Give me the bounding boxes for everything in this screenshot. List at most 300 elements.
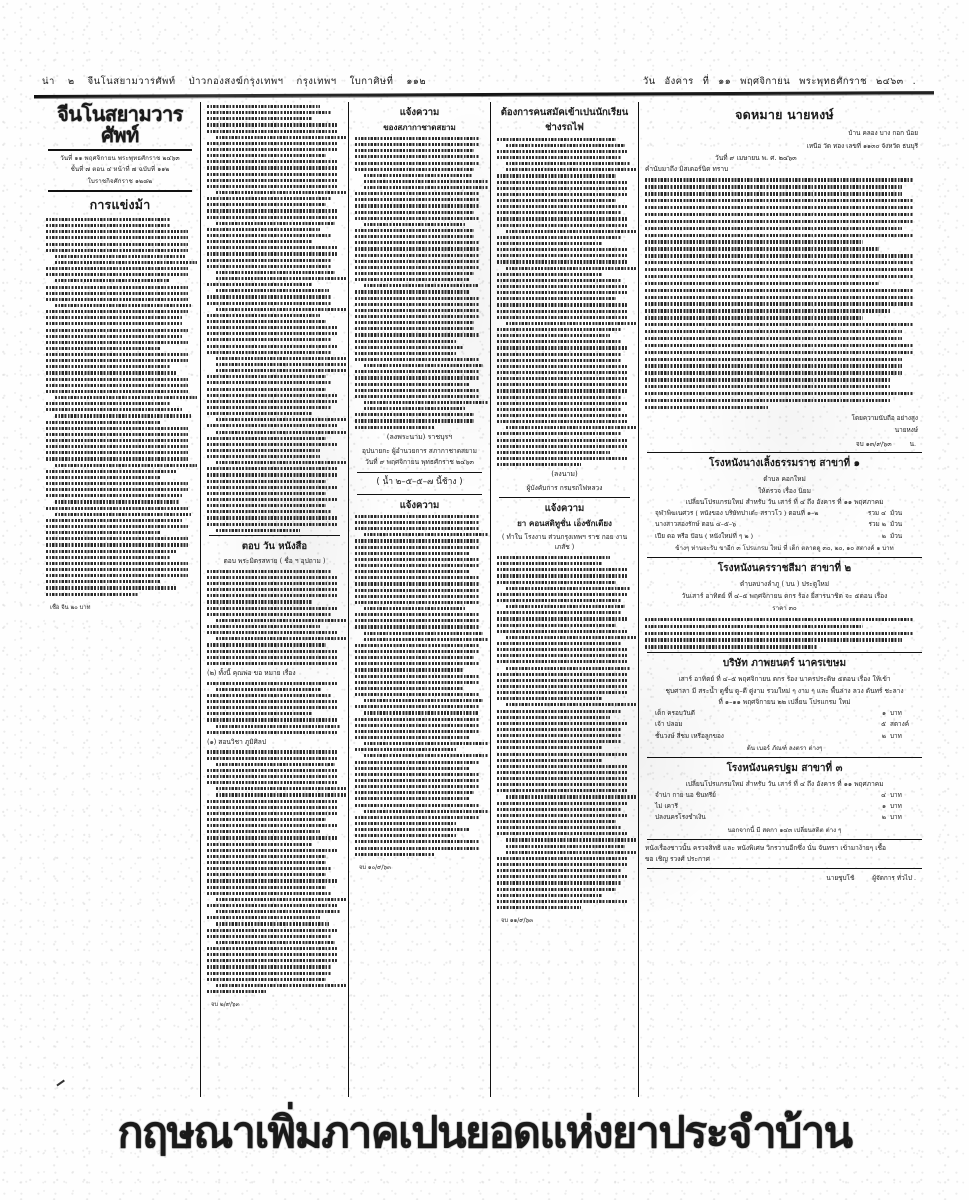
text-line: [497, 875, 627, 878]
text-line: [207, 516, 337, 519]
ad-listing-row: [645, 813, 924, 823]
text-line: [207, 105, 320, 108]
text-line: [355, 718, 479, 721]
text-line: [207, 712, 312, 715]
advertisement-block[interactable]: [645, 762, 924, 836]
text-line: [355, 539, 479, 542]
text-line: [645, 625, 863, 628]
text-line: [216, 191, 346, 194]
ad-item-name: เด็ก ครอบวันดี: [655, 709, 695, 718]
text-line: [207, 916, 320, 919]
text-line: [497, 679, 627, 682]
column-3-box-note: ( น้ำ ๒–๕–๕–๗ นี้ช้าง ): [376, 476, 463, 487]
text-line: [207, 843, 312, 846]
text-line: [216, 787, 346, 790]
text-line: [216, 793, 346, 796]
text-line: [497, 353, 621, 356]
ad-listing-row: [645, 520, 924, 530]
text-line: [645, 316, 863, 319]
text-line: [207, 935, 331, 938]
column-2-item-1: (๒) ทั้งนี้ คุณพ่อ ขอ หมาย เรื่อง: [207, 669, 296, 678]
text-line: [497, 377, 627, 380]
ad-item-quantity: ๒: [881, 813, 886, 822]
text-line: [506, 636, 636, 639]
text-line: [497, 346, 627, 349]
text-line: [364, 699, 483, 702]
text-line: [506, 851, 636, 854]
text-line: [497, 328, 621, 331]
text-line: [355, 340, 456, 343]
text-line: [216, 984, 346, 987]
column-2-foot-note: จบ ๒/๙/๖๓: [211, 1002, 240, 1009]
ad-title: โรงหนังนางเลิ้งธรรมราช สาขาที่ ๑: [709, 458, 860, 470]
text-line: [46, 335, 182, 338]
text-line: [364, 180, 488, 183]
text-line: [355, 352, 456, 355]
advertisement-block[interactable]: [645, 657, 924, 758]
text-line: [506, 838, 636, 841]
text-line: [645, 178, 913, 181]
text-line: [207, 381, 331, 384]
text-line: [207, 314, 320, 317]
text-line: [497, 894, 602, 897]
text-line: [207, 209, 337, 212]
column-2-item-2: (๑) สอนวิชา ภูมิศิลป: [207, 737, 266, 746]
text-line: [364, 607, 465, 610]
text-line: [46, 353, 188, 356]
masthead-rule-bottom: [48, 190, 192, 192]
text-line: [645, 323, 913, 326]
text-line: [207, 259, 331, 262]
text-line: [497, 285, 627, 288]
text-line: [46, 243, 188, 246]
ad-title: โรงหนังนครราชสีมา สาขาที่ ๒: [717, 563, 852, 575]
text-line: [497, 193, 627, 196]
text-line: [506, 426, 636, 429]
ad-subline-1: เปลี่ยนโปรแกรมใหม่ สำหรับ วัน เสาร์ ที่ ๔ ถึง อังคาร ที่ ๑๑ พฤศภาคม: [685, 780, 884, 789]
text-line: [497, 624, 616, 627]
text-line: [207, 867, 331, 870]
text-line: [364, 284, 478, 287]
text-line: [207, 203, 326, 206]
text-line: [355, 546, 479, 549]
text-line: [364, 401, 488, 404]
text-line: [207, 498, 337, 501]
text-line: [207, 972, 331, 975]
text-line: [355, 619, 479, 622]
text-line: [46, 568, 188, 571]
text-line: [55, 255, 185, 258]
text-line: [207, 861, 326, 864]
text-line: [645, 282, 879, 285]
text-line: [497, 832, 627, 835]
text-line: [497, 291, 627, 294]
text-line: [355, 668, 463, 671]
text-line: [355, 192, 479, 195]
text-line: [645, 632, 913, 635]
text-line: [207, 283, 312, 286]
text-line: [46, 390, 188, 393]
text-line: [207, 523, 337, 526]
text-line: [497, 900, 627, 903]
text-line: [497, 759, 602, 762]
text-line: [506, 267, 636, 270]
text-line: [355, 290, 469, 293]
text-line: [46, 433, 188, 436]
text-line: [497, 888, 616, 891]
text-line: [46, 371, 176, 374]
text-line: [497, 863, 627, 866]
text-line: [46, 298, 188, 301]
text-line: [46, 439, 188, 442]
text-line: [207, 662, 337, 665]
text-line: [355, 779, 479, 782]
text-line: [216, 688, 321, 691]
text-line: [207, 824, 337, 827]
text-line: [645, 406, 768, 409]
ad-item-unit: ม้วน: [890, 520, 903, 529]
advertisement-block[interactable]: [645, 562, 924, 653]
text-line: [497, 451, 610, 454]
ad-item-unit: บาท: [890, 791, 902, 800]
text-line: [355, 840, 479, 843]
column-4: [490, 102, 638, 1097]
text-line: [645, 227, 902, 230]
text-line: [497, 617, 627, 620]
column-5-rule-final: [647, 868, 922, 869]
text-line: [207, 582, 337, 585]
text-line: [355, 748, 456, 751]
text-line: [216, 637, 346, 640]
text-line: [207, 130, 337, 133]
text-line: [207, 953, 337, 956]
text-line: [355, 816, 479, 819]
text-line: [216, 461, 346, 464]
advertisement-stack: [645, 457, 924, 836]
text-line: [46, 286, 188, 289]
text-line: [46, 322, 182, 325]
column-3-foot-note: จบ ๑๐/๙/๖๓: [359, 864, 391, 871]
text-line: [355, 828, 469, 831]
text-line: [497, 716, 610, 719]
text-line: [497, 396, 621, 399]
text-line: [216, 357, 346, 360]
text-line: [506, 322, 636, 325]
text-line: [497, 581, 616, 584]
text-line: [645, 337, 902, 340]
text-line: [355, 254, 479, 257]
text-line: [46, 347, 161, 350]
ad-listing-row: [645, 709, 924, 719]
redcross-sign-role: อุปนายกะ ผู้อำนวยการ สภากาชาดสยาม: [362, 446, 477, 455]
text-line: [207, 570, 331, 573]
text-line: [364, 223, 465, 226]
text-line: [46, 421, 161, 424]
ad-item-unit: บาท: [890, 813, 902, 822]
text-line: [497, 260, 627, 263]
text-line: [46, 451, 188, 454]
text-line: [355, 143, 479, 146]
text-line: [355, 266, 479, 269]
text-line: [207, 965, 331, 968]
text-line: [207, 504, 326, 507]
ad-head-medicine: ยา คอนสติทูชั่น เอ็งซักเตียง: [517, 519, 612, 529]
text-line: [207, 879, 337, 882]
text-line: [207, 173, 337, 176]
text-line: [46, 292, 188, 295]
text-line: [207, 594, 337, 597]
text-line: [46, 488, 188, 491]
text-line: [645, 199, 913, 202]
column-4-body-top: [497, 138, 632, 467]
text-line: [497, 414, 627, 417]
text-line: [497, 365, 627, 368]
text-line: [46, 531, 161, 534]
text-line: [355, 797, 469, 800]
text-line: [207, 873, 326, 876]
text-line: [506, 230, 636, 233]
letter-foot-signature: [645, 439, 924, 449]
text-line: [497, 279, 621, 282]
ad-subline-3: วันเสาร์ อาทิตย์ ที่ ๔–๕ พฤศจิกายน ตกร ร้อง ยี่สารนาชิต จะ ๕ตอน เรื่อง: [681, 591, 888, 600]
text-line: [207, 886, 326, 889]
text-line: [364, 632, 483, 635]
ad-item-name: จำน่า กาย นอ ชินทรีย์: [655, 791, 716, 800]
text-line: [216, 418, 346, 421]
text-line: [355, 278, 469, 281]
text-line: [497, 236, 621, 239]
railway-school-head: ต้องการคนสมัคเข้าเปนนักเรียน: [500, 107, 629, 118]
page-number-label: น่า: [42, 76, 55, 87]
text-line: [207, 302, 331, 305]
ad-listing-row: [645, 532, 924, 542]
text-line: [355, 309, 479, 312]
text-line: [645, 220, 913, 223]
text-line: [46, 574, 188, 577]
text-line: [645, 638, 902, 641]
column-2-footer: [207, 999, 342, 1009]
text-line: [497, 710, 621, 713]
railway-signature-word: (ลงนาม): [551, 470, 578, 479]
text-line: [216, 277, 346, 280]
text-line: [497, 734, 621, 737]
text-line: [497, 574, 627, 577]
ad-subline-3: เปลี่ยนโปรแกรมใหม่ สำหรับ วัน เสาร์ ที่ ๔ ถึง อังคาร ที่ ๑๑ พฤศภาคม: [685, 498, 884, 507]
text-line: [207, 160, 337, 163]
text-line: [497, 697, 602, 700]
date-ordinal-word: ที่: [702, 76, 710, 87]
text-line: [216, 271, 335, 274]
text-line: [506, 703, 636, 706]
text-line: [497, 611, 621, 614]
text-line: [497, 820, 616, 823]
text-line: [46, 273, 188, 276]
ad-divider: [647, 557, 922, 558]
text-line: [497, 906, 581, 909]
text-line: [46, 562, 188, 565]
column-4-footer: [497, 915, 632, 925]
text-line: [207, 467, 337, 470]
text-line: [207, 338, 331, 341]
letter-head-nai-hong: จดหมาย นายหงษ์: [735, 107, 834, 122]
letter-date: วันที่ ๙ เมษายน พ. ศ. ๒๔๖๓: [715, 153, 797, 162]
ad-subline-1: ตำบล คอกใหม่: [763, 475, 806, 484]
text-line: [207, 812, 337, 815]
text-line: [645, 254, 913, 257]
text-line: [497, 463, 581, 466]
text-line: [46, 218, 170, 221]
paper-tagline-runhead: ป่าวกองสงฆ์กรุงเทพฯ: [188, 76, 284, 87]
text-line: [207, 694, 331, 697]
text-line: [207, 800, 337, 803]
text-line: [497, 359, 621, 362]
text-line: [207, 375, 326, 378]
date-era-label: พระพุทธศักราช: [799, 76, 867, 87]
ad-listing-row: [645, 802, 924, 812]
text-line: [355, 247, 479, 250]
text-line: [497, 593, 627, 596]
text-line: [55, 414, 191, 417]
text-line: [216, 619, 346, 622]
text-line: [207, 228, 320, 231]
text-line: [355, 515, 479, 518]
masthead-subline-1: วันที่ ๑๑ พฤศจิกายน พระพุทธศักราช ๒๔๖๓: [60, 154, 180, 162]
ad-subline-2: ให้ตรวจ เรื่อง นิยม: [758, 486, 811, 495]
text-line: [645, 261, 913, 264]
text-line: [46, 593, 138, 596]
text-line: [207, 613, 331, 616]
text-line: [355, 241, 479, 244]
column-2-subline: ตอบ พระมิตรสหาย ( ชื่อ ฯ อุปถาม ): [223, 557, 326, 566]
ad-item-quantity: ๑: [881, 802, 886, 811]
text-line: [364, 742, 488, 745]
text-line: [207, 818, 326, 821]
text-line: [46, 249, 188, 252]
text-line: [216, 910, 340, 913]
text-line: [207, 179, 337, 182]
letter-closing: โดยความนับถือ อย่างสูง: [851, 413, 918, 422]
text-line: [645, 378, 891, 381]
text-line: [46, 550, 176, 553]
text-line: [645, 399, 891, 402]
masthead-subline-2: ชั้นที่ ๗ ตอน ๔ หน้าที่ ๗ ฉบับที่ ๑๑๒: [70, 166, 170, 174]
text-line: [207, 185, 337, 188]
text-line: [355, 730, 479, 733]
date-month: พฤศจิกายน: [740, 76, 791, 87]
text-line: [645, 247, 879, 250]
text-line: [355, 155, 479, 158]
text-line: [645, 206, 913, 209]
text-line: [55, 464, 197, 467]
ad-sub-medicine: ( ทำใน โรงงาน ส่วนกรุงเทพฯ ราช กอย งานเภสัช ): [501, 532, 628, 552]
text-line: [497, 439, 627, 442]
column-3-body-top: [355, 137, 484, 429]
text-line: [497, 673, 627, 676]
text-line: [497, 242, 602, 245]
text-line: [207, 978, 326, 981]
column-1: [40, 102, 200, 1097]
column-3-body-bottom: [355, 515, 484, 856]
text-line: [207, 406, 331, 409]
text-line: [355, 211, 474, 214]
text-line: [207, 892, 331, 895]
text-line: [46, 329, 188, 332]
column-4-divider: [499, 497, 630, 498]
text-line: [207, 486, 337, 489]
ad-title: บริษัท ภาพยนตร์ นาครเขษม: [722, 658, 847, 670]
text-line: [216, 725, 340, 728]
issue-number: ๑๑๒: [406, 76, 427, 87]
text-line: [355, 558, 479, 561]
ad-item-unit: บาท: [890, 731, 902, 740]
text-line: [364, 186, 488, 189]
advertisement-block[interactable]: [645, 457, 924, 558]
text-line: [55, 396, 197, 399]
text-line: [506, 845, 625, 848]
text-line: [364, 533, 488, 536]
text-line: [497, 205, 627, 208]
text-line: [46, 476, 161, 479]
text-line: [497, 869, 621, 872]
text-line: [355, 601, 479, 604]
text-line: [497, 599, 621, 602]
text-line: [207, 990, 266, 993]
ad-divider: [647, 652, 922, 653]
text-line: [355, 847, 479, 850]
text-line: [497, 722, 627, 725]
ad-item-unit: บาท: [890, 802, 902, 811]
letter-signer: นายหงษ์: [894, 425, 918, 434]
text-line: [207, 246, 337, 249]
redcross-signature: (ลงพระนาม) ราชบุรฯ: [386, 432, 453, 441]
text-line: [207, 836, 337, 839]
text-line: [355, 853, 435, 856]
text-line: [207, 326, 337, 329]
text-line: [207, 265, 331, 268]
text-line: [46, 470, 176, 473]
text-line: [46, 341, 188, 344]
text-line: [207, 216, 337, 219]
text-line: [355, 204, 479, 207]
publisher-role: ผู้จัดการ ทั่วไป .: [872, 873, 916, 882]
text-line: [355, 358, 479, 361]
column-grid: [40, 102, 930, 1097]
date-word-day: วัน: [642, 76, 656, 87]
text-line: [355, 822, 456, 825]
text-line: [645, 296, 913, 299]
text-line: [645, 392, 913, 395]
text-line: [207, 424, 337, 427]
column-1-foot-note: เชื่อ จีน ๒๐ บาท: [50, 604, 91, 611]
text-line: [506, 587, 630, 590]
text-line: [355, 303, 479, 306]
text-line: [645, 302, 913, 305]
text-line: [645, 234, 913, 237]
text-line: [207, 631, 337, 634]
column-5-divider-end: [647, 839, 922, 840]
text-line: [207, 240, 312, 243]
text-line: [364, 810, 488, 813]
text-line: [355, 527, 479, 530]
text-line: [207, 252, 337, 255]
text-line: [355, 272, 474, 275]
text-line: [207, 394, 337, 397]
text-line: [46, 267, 188, 270]
text-line: [645, 309, 891, 312]
text-line: [355, 521, 479, 524]
column-3-footer: [355, 862, 484, 872]
ad-item-quantity: ๑: [881, 709, 886, 718]
